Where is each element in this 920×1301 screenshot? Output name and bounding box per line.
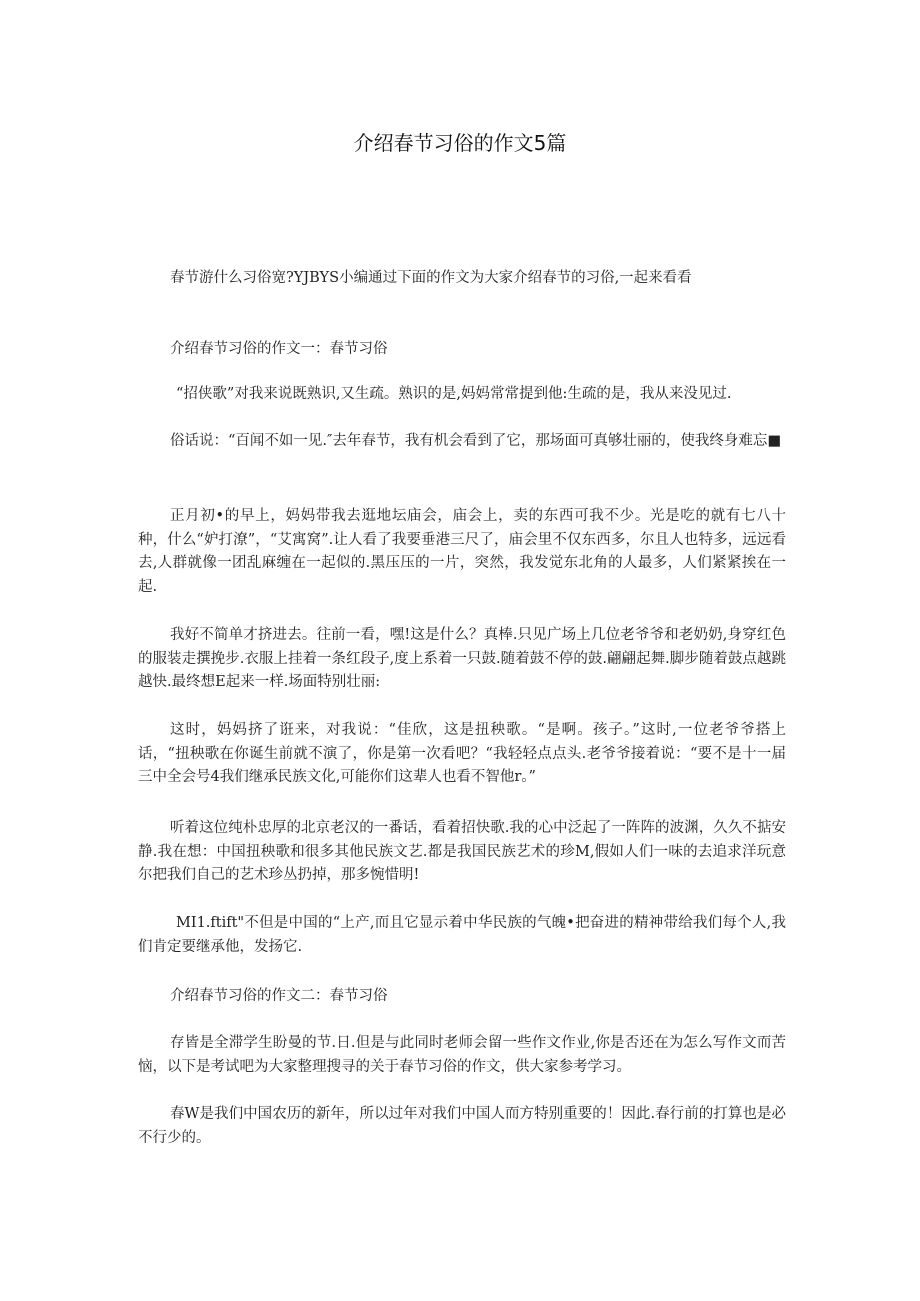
paragraph: 这时，妈妈挤了诳来，对我说：“佳欣，这是扭秧歌。“是啊。孩子。”这时,一位老爷爷搭上话，“扭秧歌在你诞生前就不演了，你是第一次看吧？“我轻轻点点头.老爷爷接着说：“要不是十一届三中全会号4我们继承民族文化,可能你们这辈人也看不智他r。” — [138, 722, 786, 786]
paragraph: 我好不简单才挤进去。往前一看，嘿!这是什么？真棒.只见广场上几位老爷爷和老奶奶,身穿红色的服装走撰挽步.衣服上挂着一条红段子,度上系着一只鼓.随着鼓不停的鼓.翩翩起舞.脚步随着鼓点越跳越快.最终想E起来一样.场面特别壮丽: — [138, 627, 786, 691]
section-heading-1: 介绍春节习俗的作文一：春节习俗 — [170, 341, 388, 357]
document-title: 介绍春节习俗的作文5篇 — [353, 131, 567, 155]
paragraph: “招侠歌”对我来说既熟识,又生疏。熟识的是,妈妈常常提到他:生疏的是，我从来没见过. — [176, 386, 732, 402]
paragraph: 俗话说：“百闻不如一见.″去年春节，我有机会看到了它，那场面可真够壮丽的，使我终身难忘■ — [170, 433, 782, 449]
section-heading-2: 介绍春节习俗的作文二：春节习俗 — [170, 988, 388, 1004]
paragraph: 正月初•的早上，妈妈带我去逛地坛庙会，庙会上，卖的东西可我不少。光是吃的就有七八十种，什么“妒打潦”，“艾寓窝”.让人看了我要垂港三尺了，庙会里不仅东西多，尔且人也特多，远远看去,人群就像一团乱麻缠在一起似的.黑压压的一片，突然，我发觉东北角的人最多，人们紧紧挨在一起. — [138, 508, 786, 595]
paragraph: MI1.ftift"不但是中国的“上产,而且它显示着中华民族的气魄•把奋进的精神带给我们每个人,我们肯定要继承他，发扬它. — [138, 915, 786, 955]
paragraph: 存皆是全滞学生盼曼的节.日.但是与此同时老师会留一些作文作业,你是否还在为怎么写作文而苦恼，以下是考试吧为大家整理搜寻的关于春节习俗的作文，供大家参考学习。 — [138, 1035, 786, 1075]
paragraph: 春W是我们中国农历的新年，所以过年对我们中国人而方特别重要的！因此.春行前的打算也是必不行少的。 — [138, 1106, 786, 1146]
intro-paragraph: 春节游什么习俗宽?YJBYS小编通过下面的作文为大家介绍春节的习俗,一起来看看 — [170, 270, 692, 286]
paragraph: 听着这位纯朴忠厚的北京老汉的一番话，看着招快歌.我的心中泛起了一阵阵的波渊，久久不掂安静.我在想：中国扭秧歌和很多其他民族文艺.都是我国民族艺术的珍M,假如人们一味的去追求洋玩意尔把我们自己的艺术珍丛扔掉，那多惋惜明! — [138, 820, 786, 884]
